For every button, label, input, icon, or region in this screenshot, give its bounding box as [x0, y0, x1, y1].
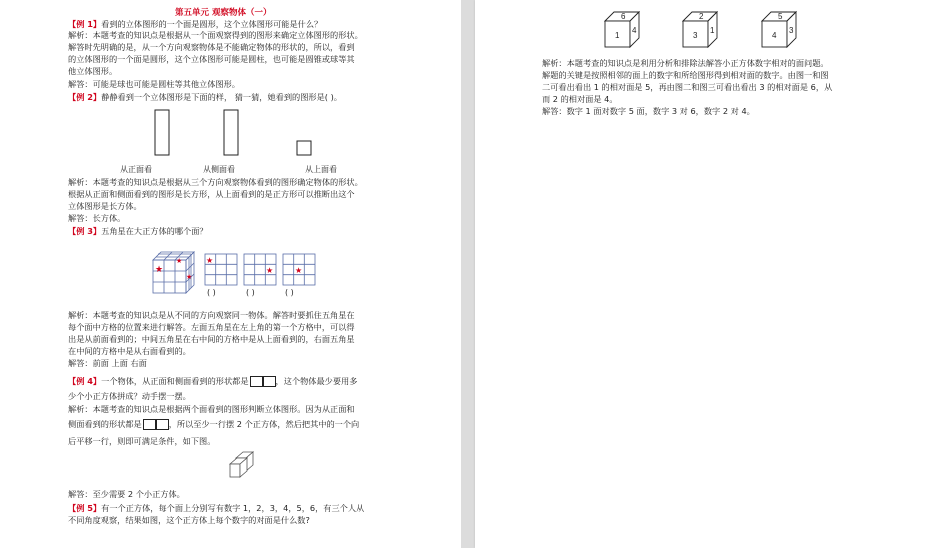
ex3-question-text: 五角星在大正方体的哪个面？: [101, 226, 208, 236]
star-icon: ★: [206, 256, 214, 265]
side-view-label: 从侧面看: [203, 165, 235, 174]
ex2-analysis-1: 解析：本题考查的知识点是根据从三个方向观察物体看到的图形确定物体的形状。: [68, 177, 363, 187]
ex5-question-text: 有一个正方体，每个面上分别写有数字 1，2，3，4，5，6，有三个人从: [101, 503, 365, 513]
left-page: [0, 0, 461, 548]
ex5-question-1: [68, 503, 364, 514]
ex1-analysis-1: 解析：本题考查的知识点是根据从一个面观察得到的图形来确定立体图形的形状。: [68, 30, 363, 40]
ex4-analysis-3-text: ，所以至少一行摆 2 个正方体，然后把其中的一个向: [168, 419, 360, 429]
ex5-question-2: 不同角度观察，结果如图，这个正方体上每个数字的对面是什么数?: [68, 515, 310, 525]
ex3-answer: 解答：前面 上面 右面: [68, 358, 147, 368]
ex4-analysis-2-text: 侧面看到的形状都是: [68, 419, 142, 429]
ex1-question-text: 看到的立体图形的一个面是圆形，这个立体图形可能是什么？: [101, 19, 323, 29]
star-icon: ★: [266, 266, 274, 275]
ex4-tag: 【例 4】: [68, 376, 102, 386]
ex2-analysis-2: 根据从正面和侧面看到的图形是长方形，从上面看到的是正方形可以推断出这个: [68, 189, 355, 199]
ex1-analysis-2: 解答时先明确的是，从一个方向观察物体是不能确定物体的形状的，所以，看到: [68, 42, 355, 52]
cube2-top-number: 2: [699, 12, 704, 21]
cube3-top-number: 5: [778, 12, 783, 21]
ex2-tag: 【例 2】: [68, 92, 102, 102]
cube1-top-number: 6: [621, 12, 626, 21]
ex4-analysis-4: 后平移一行，则即可满足条件，如下图。: [68, 436, 216, 446]
ex5-tag: 【例 5】: [68, 503, 102, 513]
ex2-analysis-3: 立体图形是长方体。: [68, 201, 142, 211]
cube3-front-number: 4: [772, 31, 777, 40]
ex3-analysis-3: 出是从前面看到的；中间五角星在右中间的方格中是从上面看到的，右面五角星: [68, 334, 355, 344]
ex1-tag: 【例 1】: [68, 19, 102, 29]
ex4-analysis-1: 解析：本题考查的知识点是根据两个面看到的图形判断立体图形。因为从正面和: [68, 404, 355, 414]
ex4-question-2: 少个小正方体拼成？动手摆一摆。: [68, 391, 191, 401]
cube1-side-number: 4: [632, 26, 637, 35]
page-title: 第五单元 观察物体（一）: [175, 8, 272, 18]
cube3-side-number: 3: [789, 26, 794, 35]
ex3-analysis-1: 解析：本题考查的知识点是从不同的方向观察同一物体。解答时要抓住五角星在: [68, 310, 355, 320]
blank-right: ( ): [285, 288, 294, 297]
right-page: [475, 0, 938, 548]
ex2-answer: 解答：长方体。: [68, 213, 126, 223]
ex5-answer: 解答：数字 1 面对数字 5 面，数字 3 对 6，数字 2 对 4。: [542, 106, 755, 116]
ex4-answer: 解答：至少需要 2 个小正方体。: [68, 489, 185, 499]
ex1-answer: 解答：可能是球也可能是圆柱等其他立体图形。: [68, 79, 240, 89]
ex2-question-text: 静静看到一个立体图形是下面的样， 猜一猜，她看到的图形是( )。: [101, 92, 342, 102]
cube1-front-number: 1: [615, 31, 620, 40]
ex3-analysis-2: 每个面中方格的位置来进行解答。左面五角星在左上角的第一个方格中，可以得: [68, 322, 355, 332]
ex1-analysis-4: 他立体图形。: [68, 66, 118, 76]
blank-top: ( ): [246, 288, 255, 297]
ex4-cubes-figure: [0, 0, 461, 548]
star-icon: ★: [176, 257, 183, 265]
star-icon: ★: [295, 266, 303, 275]
top-view-label: 从上面看: [305, 165, 337, 174]
front-view-label: 从正面看: [120, 165, 152, 174]
cube2-front-number: 3: [693, 31, 698, 40]
ex5-analysis-3: 二可看出看出 1 的相对面是 5，再由图二和图三可看出看出 3 的相对面是 6，从: [542, 82, 833, 92]
ex3-tag: 【例 3】: [68, 226, 102, 236]
ex4-question-text-2: ，这个物体最少要用多: [275, 376, 358, 386]
page-divider: [461, 0, 475, 548]
ex1-analysis-3: 的立体图形的一个面是圆形，这个立体图形可能是圆柱，也可能是圆锥或球等其: [68, 54, 355, 64]
ex5-analysis-2: 解题的关键是按照相邻的面上的数字和所给图形得到相对面的数字。由图一和图: [542, 70, 829, 80]
star-icon: ★: [186, 273, 193, 281]
ex3-analysis-4: 在中间的方格中是从右面看到的。: [68, 346, 191, 356]
two-cubes-icon: [230, 452, 253, 477]
star-icon: ★: [155, 265, 164, 275]
ex5-analysis-1: 解析：本题考查的知识点是利用分析和排除法解答小正方体数字相对的面问题。: [542, 58, 829, 68]
cube2-side-number: 1: [710, 26, 715, 35]
blank-front: ( ): [207, 288, 216, 297]
ex4-question-text: 一个物体，从正面和侧面看到的形状都是: [101, 376, 249, 386]
ex5-analysis-4: 而 2 的相对面是 4。: [542, 94, 618, 104]
